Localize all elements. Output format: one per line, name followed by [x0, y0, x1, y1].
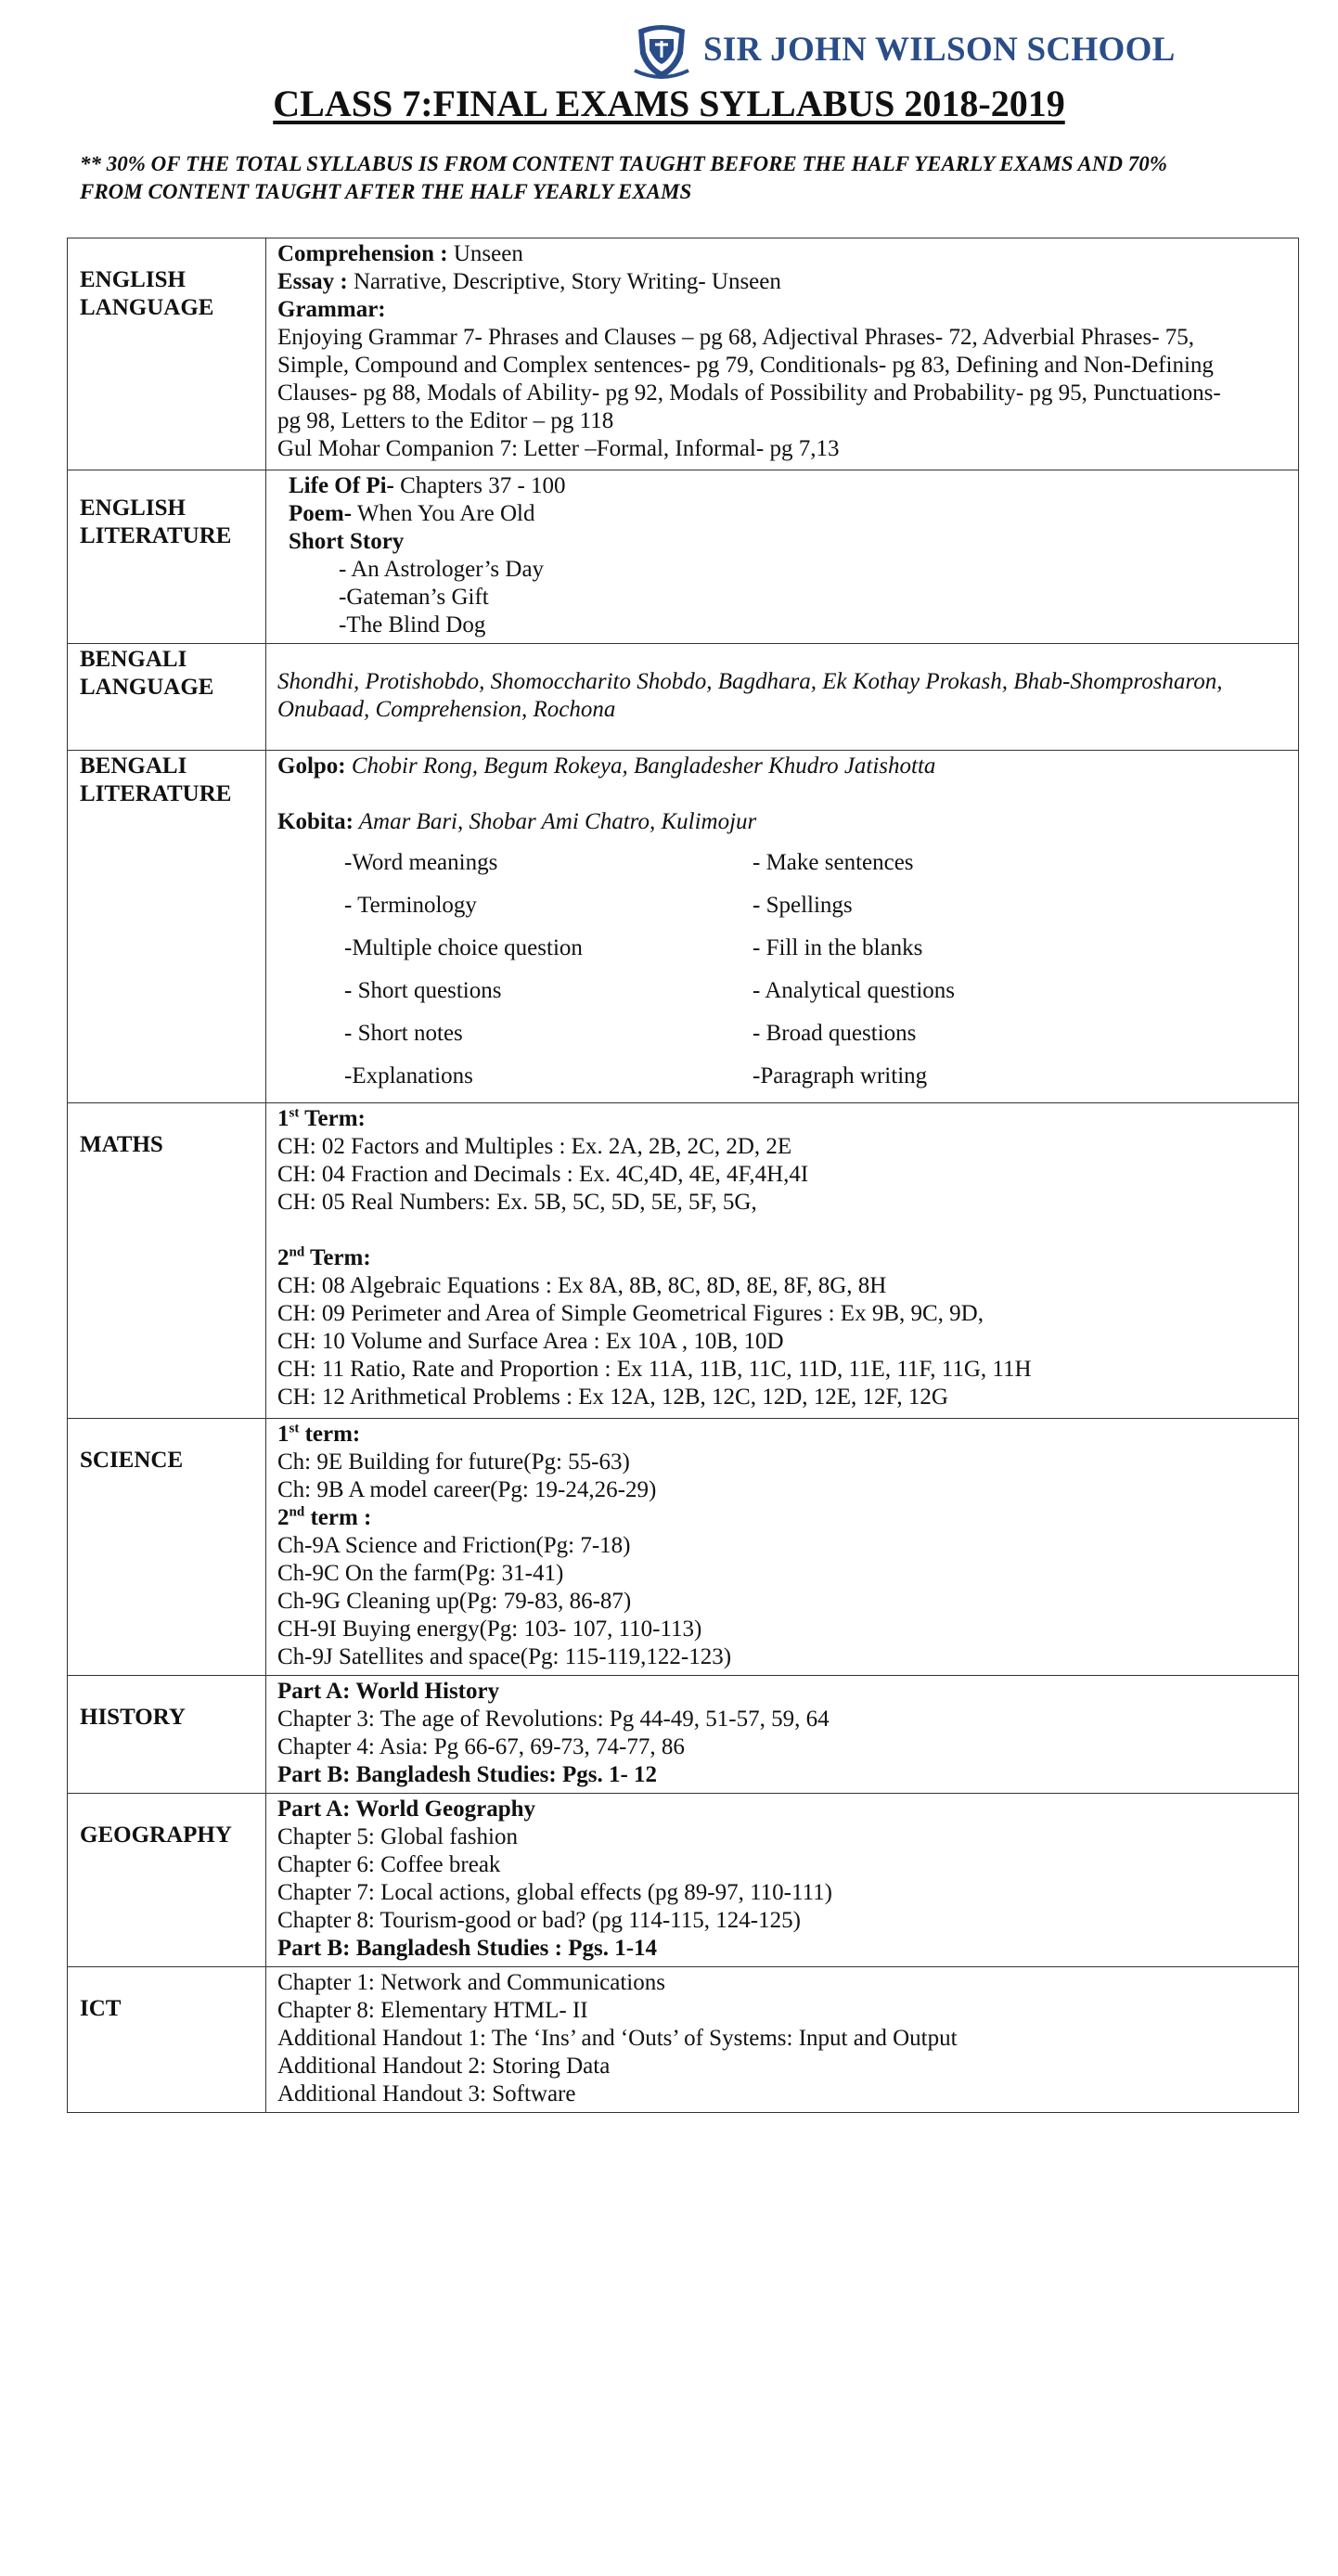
term-suffix: st — [289, 1421, 300, 1436]
bengali-language-line: Shondhi, Protishobdo, Shomoccharito Shobdo, Bagdhara, Ek Kothay Prokash, Bhab-Shomprosharon, — [277, 669, 1223, 694]
term-label: Term: — [299, 1106, 366, 1131]
row-bengali-language — [68, 644, 1299, 751]
term-number: 1 — [277, 1106, 289, 1131]
term-suffix: nd — [289, 1244, 305, 1260]
subject-name: ICT — [80, 1996, 122, 2021]
chapter-line: CH: 02 Factors and Multiples : Ex. 2A, 2B, 2C, 2D, 2E — [277, 1134, 792, 1159]
poem-line — [277, 500, 1289, 528]
subject-name: MATHS — [80, 1132, 163, 1157]
subject-name: LANGUAGE — [80, 295, 214, 320]
subject-cell — [68, 751, 266, 1103]
story-item: - An Astrologer’s Day — [339, 557, 545, 582]
term-suffix: st — [289, 1105, 300, 1121]
label: Kobita: — [277, 809, 354, 834]
chapter-line: Chapter 5: Global fashion — [277, 1824, 518, 1849]
grammar-line: Enjoying Grammar 7- Phrases and Clauses – pg 68, Adjectival Phrases- 72, Adverbial Phrases- 75, — [277, 325, 1195, 350]
row-english-language — [68, 238, 1299, 470]
subject-cell — [68, 1794, 266, 1967]
label: Life Of Pi- — [289, 473, 394, 498]
term-heading — [277, 1504, 1289, 1532]
chapter-line: CH: 09 Perimeter and Area of Simple Geometrical Figures : Ex 9B, 9C, 9D, — [277, 1301, 984, 1326]
story-item: -The Blind Dog — [339, 612, 486, 638]
term-label: term: — [299, 1422, 361, 1447]
question-type: -Explanations — [344, 1063, 473, 1088]
chapter-line: Chapter 8: Elementary HTML- II — [277, 1998, 588, 2023]
value: Chapters 37 - 100 — [393, 473, 566, 498]
label: Comprehension : — [277, 241, 448, 266]
subject-name: LITERATURE — [80, 781, 232, 806]
chapter-line: Additional Handout 3: Software — [277, 2081, 576, 2106]
question-type: -Multiple choice question — [344, 935, 583, 960]
syllabus-note — [80, 150, 1267, 206]
question-type: - Short questions — [344, 978, 502, 1003]
story-item: -Gateman’s Gift — [339, 585, 489, 610]
term-number: 2 — [277, 1505, 289, 1530]
golpo-line — [277, 753, 1289, 780]
short-story-label: Short Story — [289, 529, 405, 554]
chapter-line: CH: 12 Arithmetical Problems : Ex 12A, 12B, 12C, 12D, 12E, 12F, 12G — [277, 1385, 948, 1410]
term-heading — [277, 1244, 1289, 1272]
content-cell — [266, 1419, 1299, 1676]
grammar-label: Grammar: — [277, 297, 386, 322]
chapter-line: CH: 10 Volume and Surface Area : Ex 10A , 10B, 10D — [277, 1329, 784, 1354]
row-history — [68, 1676, 1299, 1794]
chapter-line: Additional Handout 2: Storing Data — [277, 2054, 611, 2079]
subject-name: LITERATURE — [80, 523, 232, 548]
value: Chobir Rong, Begum Rokeya, Bangladesher Khudro Jatishotta — [345, 753, 936, 779]
grammar-line: Simple, Compound and Complex sentences- pg 79, Conditionals- pg 83, Defining and Non-Defining — [277, 353, 1214, 378]
subject-cell — [68, 238, 266, 470]
part-heading: Part A: World Geography — [277, 1797, 536, 1822]
label: Golpo: — [277, 753, 346, 779]
spacer — [277, 780, 1289, 808]
value: When You Are Old — [352, 501, 535, 526]
chapter-line: Ch-9C On the farm(Pg: 31-41) — [277, 1561, 564, 1586]
content-cell — [266, 238, 1299, 470]
chapter-line: CH: 04 Fraction and Decimals : Ex. 4C,4D, 4E, 4F,4H,4I — [277, 1162, 809, 1187]
value: Unseen — [447, 241, 523, 266]
row-maths — [68, 1103, 1299, 1419]
term-heading — [277, 1421, 1289, 1449]
question-type: - Fill in the blanks — [753, 935, 923, 960]
grammar-line: Clauses- pg 88, Modals of Ability- pg 92, Modals of Possibility and Probability- pg 95, Punctuations- — [277, 380, 1221, 406]
essay-line — [277, 268, 1289, 296]
chapter-line: Chapter 3: The age of Revolutions: Pg 44-49, 51-57, 59, 64 — [277, 1707, 830, 1732]
row-science — [68, 1419, 1299, 1676]
part-heading: Part B: Bangladesh Studies : Pgs. 1-14 — [277, 1936, 658, 1961]
subject-cell — [68, 1676, 266, 1794]
chapter-line: Chapter 7: Local actions, global effects (pg 89-97, 110-111) — [277, 1880, 832, 1905]
chapter-line: Chapter 6: Coffee break — [277, 1852, 501, 1877]
content-cell — [266, 1967, 1299, 2113]
subject-name: ENGLISH — [80, 267, 186, 292]
question-types-grid — [344, 849, 1289, 1090]
chapter-line: Ch: 9B A model career(Pg: 19-24,26-29) — [277, 1477, 657, 1502]
subject-name: LANGUAGE — [80, 675, 214, 700]
subject-cell — [68, 1419, 266, 1676]
comprehension-line — [277, 240, 1289, 268]
school-header — [631, 17, 1176, 82]
page-title: CLASS 7:FINAL EXAMS SYLLABUS 2018-2019 — [273, 83, 1065, 124]
grammar-line: pg 98, Letters to the Editor – pg 118 — [277, 408, 614, 433]
chapter-line: Additional Handout 1: The ‘Ins’ and ‘Outs’ of Systems: Input and Output — [277, 2026, 958, 2051]
question-type: -Word meanings — [344, 850, 498, 875]
question-type: - Terminology — [344, 893, 477, 918]
chapter-line: CH: 11 Ratio, Rate and Proportion : Ex 11A, 11B, 11C, 11D, 11E, 11F, 11G, 11H — [277, 1357, 1032, 1382]
subject-name: HISTORY — [80, 1705, 186, 1730]
chapter-line: Ch-9A Science and Friction(Pg: 7-18) — [277, 1533, 631, 1558]
value: Narrative, Descriptive, Story Writing- Unseen — [347, 269, 781, 294]
label: Essay : — [277, 269, 348, 294]
content-cell — [266, 1103, 1299, 1419]
subject-cell — [68, 470, 266, 644]
term-number: 2 — [277, 1245, 289, 1270]
term-suffix: nd — [289, 1504, 305, 1520]
subject-cell — [68, 1967, 266, 2113]
part-heading: Part B: Bangladesh Studies: Pgs. 1- 12 — [277, 1762, 658, 1787]
chapter-line: Ch: 9E Building for future(Pg: 55-63) — [277, 1449, 630, 1475]
label: Poem- — [289, 501, 353, 526]
chapter-line: CH: 05 Real Numbers: Ex. 5B, 5C, 5D, 5E, 5F, 5G, — [277, 1190, 757, 1215]
chapter-line: CH-9I Buying energy(Pg: 103- 107, 110-113) — [277, 1616, 702, 1642]
grammar-line: Gul Mohar Companion 7: Letter –Formal, Informal- pg 7,13 — [277, 436, 840, 461]
note-line: ** 30% OF THE TOTAL SYLLABUS IS FROM CONTENT TAUGHT BEFORE THE HALF YEARLY EXAMS AND 70% — [80, 152, 1167, 175]
kobita-line — [277, 808, 1289, 836]
subject-name: BENGALI — [80, 753, 187, 779]
chapter-line: Ch-9G Cleaning up(Pg: 79-83, 86-87) — [277, 1589, 632, 1614]
content-cell — [266, 644, 1299, 751]
note-line: FROM CONTENT TAUGHT AFTER THE HALF YEARLY EXAMS — [80, 180, 692, 203]
row-ict — [68, 1967, 1299, 2113]
term-label: term : — [304, 1505, 372, 1530]
term-heading — [277, 1105, 1289, 1133]
content-cell — [266, 470, 1299, 644]
row-english-literature — [68, 470, 1299, 644]
content-cell — [266, 1676, 1299, 1794]
spacer — [277, 1217, 1289, 1244]
chapter-line: Chapter 8: Tourism-good or bad? (pg 114-115, 124-125) — [277, 1908, 801, 1933]
part-heading: Part A: World History — [277, 1679, 500, 1704]
question-type: - Spellings — [753, 893, 853, 918]
chapter-line: Chapter 4: Asia: Pg 66-67, 69-73, 74-77, 86 — [277, 1734, 685, 1759]
question-type: - Make sentences — [753, 850, 914, 875]
row-bengali-literature — [68, 751, 1299, 1103]
question-type: -Paragraph writing — [753, 1063, 928, 1088]
subject-name: ENGLISH — [80, 496, 186, 521]
term-label: Term: — [304, 1245, 371, 1270]
subject-name: BENGALI — [80, 647, 187, 672]
content-cell — [266, 751, 1299, 1103]
question-type: - Short notes — [344, 1021, 463, 1046]
subject-cell — [68, 644, 266, 751]
value: Amar Bari, Shobar Ami Chatro, Kulimojur — [353, 809, 757, 834]
subject-name: GEOGRAPHY — [80, 1823, 232, 1848]
chapter-line: Ch-9J Satellites and space(Pg: 115-119,122-123) — [277, 1644, 732, 1669]
subject-name: SCIENCE — [80, 1448, 184, 1473]
school-name: SIR JOHN WILSON SCHOOL — [703, 30, 1176, 69]
school-crest-icon — [631, 17, 692, 82]
bengali-language-line: Onubaad, Comprehension, Rochona — [277, 697, 616, 722]
content-cell — [266, 1794, 1299, 1967]
subject-cell — [68, 1103, 266, 1419]
chapter-line: Chapter 1: Network and Communications — [277, 1970, 665, 1995]
syllabus-table — [67, 238, 1299, 2113]
question-type: - Broad questions — [753, 1021, 917, 1046]
question-type: - Analytical questions — [753, 978, 956, 1003]
term-number: 1 — [277, 1422, 289, 1447]
row-geography — [68, 1794, 1299, 1967]
chapter-line: CH: 08 Algebraic Equations : Ex 8A, 8B, 8C, 8D, 8E, 8F, 8G, 8H — [277, 1273, 887, 1298]
novel-line — [277, 472, 1289, 500]
